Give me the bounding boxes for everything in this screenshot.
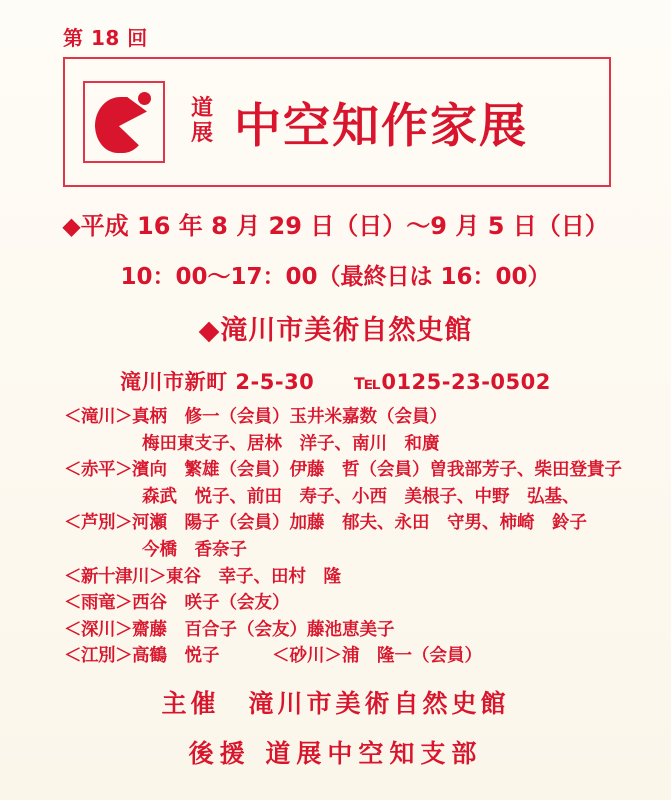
member-region: ＜深川＞ (64, 619, 132, 640)
venue-name: ◆滝川市美術自然史館 (198, 315, 473, 346)
logo-swoosh-shape (95, 97, 147, 153)
member-names: 西谷 咲子（会友） (132, 593, 290, 614)
list-item (64, 457, 624, 484)
member-region: ＜新十津川＞ (64, 566, 166, 587)
list-item (64, 590, 624, 617)
member-names: 森武 悦子、前田 寿子、小西 美根子、中野 弘基、 (142, 486, 580, 507)
list-item (64, 564, 624, 591)
list-item (64, 537, 624, 564)
venue-address: 滝川市新町 2-5-30 (120, 370, 315, 394)
member-names: 真柄 修一（会員）玉井米嘉数（会員） (132, 407, 447, 427)
member-region: ＜赤平＞ (64, 460, 132, 481)
title-banner (63, 57, 611, 187)
member-names: 梅田東支子、居林 洋子、南川 和廣 (142, 433, 440, 454)
organization-short-name (191, 97, 214, 146)
list-item (64, 431, 624, 458)
exhibition-title: 中空知作家展 (234, 98, 529, 154)
member-region: ＜芦別＞ (64, 513, 132, 534)
member-list (64, 404, 624, 670)
list-item (64, 484, 624, 511)
member-names: 今橋 香奈子 (142, 539, 247, 560)
member-region: ＜滝川＞ (64, 407, 132, 427)
list-item (64, 617, 624, 644)
list-item (64, 510, 624, 537)
venue-contact (0, 366, 671, 396)
exhibition-hours: 10：00〜17：00（最終日は 16：00） (120, 264, 551, 290)
member-names: 齋藤 百合子（会友）藤池恵美子 (132, 619, 395, 640)
org-char-line-2: 展 (191, 121, 215, 146)
host-organization: 主催 滝川市美術自然史館 (161, 689, 510, 718)
supporting-organization: 後援 道展中空知支部 (188, 739, 483, 768)
member-names: 高鶴 悦子 ＜砂川＞浦 隆一（会員） (132, 646, 482, 667)
member-names: 河瀬 陽子（会員）加藤 郁夫、永田 守男、柿崎 鈴子 (132, 513, 587, 534)
list-item (64, 643, 624, 670)
member-names: 濱向 繁雄（会員）伊藤 哲（会員）曽我部芳子、柴田登貴子 (132, 460, 622, 481)
venue-telephone: ℡0125-23-0502 (353, 370, 551, 394)
member-region: ＜雨竜＞ (64, 593, 132, 614)
logo-dot-shape (138, 92, 151, 105)
doten-bird-logo-icon (83, 81, 165, 163)
member-names: 東谷 幸子、田村 隆 (166, 566, 341, 587)
member-region: ＜江別＞ (64, 646, 132, 667)
issue-number: 第 18 回 (63, 26, 148, 50)
exhibition-dates: ◆平成 16 年 8 月 29 日（日）〜9 月 5 日（日） (62, 212, 609, 240)
org-char-line-1: 道 (191, 96, 215, 122)
list-item (64, 404, 624, 431)
